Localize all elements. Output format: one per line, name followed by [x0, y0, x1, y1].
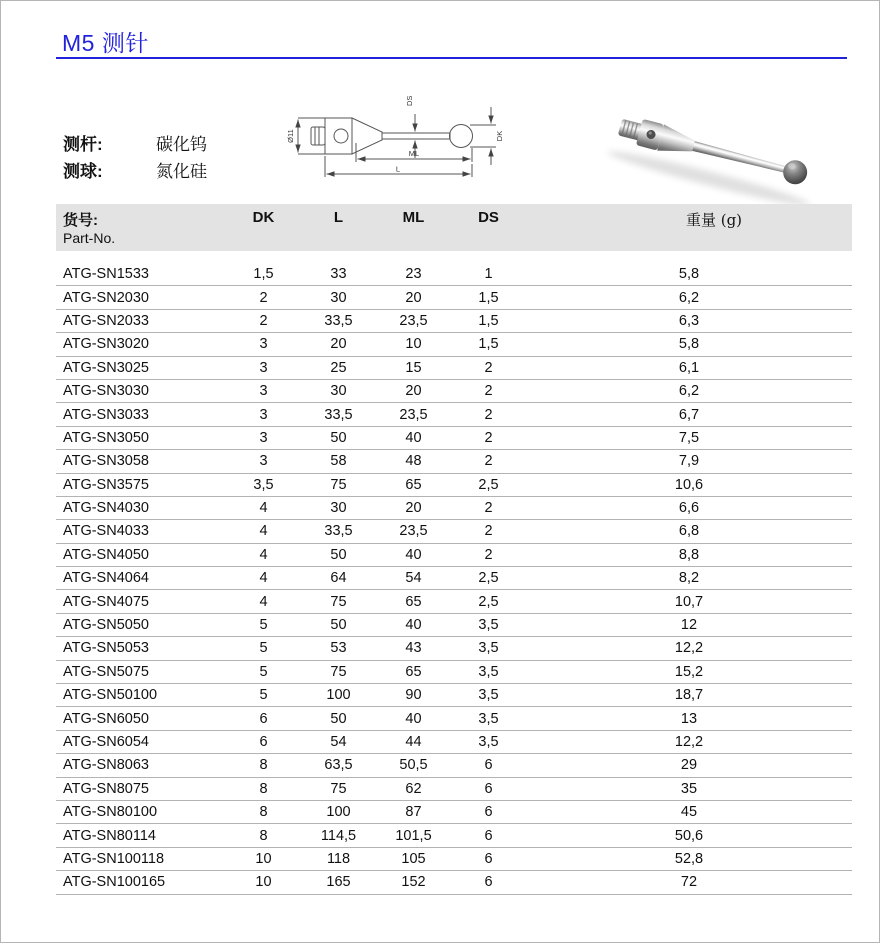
table-row	[56, 497, 852, 520]
cell-ml: 50,5	[399, 757, 428, 774]
cell-l: 114,5	[320, 827, 357, 844]
cell-weight_g: 10,7	[674, 593, 704, 610]
cell-ds: 2	[484, 546, 493, 563]
cell-ds: 3,5	[478, 710, 499, 727]
table-row	[56, 614, 852, 637]
cell-ds: 2	[484, 500, 493, 517]
cell-dk: 3	[259, 359, 268, 376]
cell-weight_g: 35	[680, 780, 698, 797]
cell-ml: 48	[405, 453, 422, 470]
cell-part_no: ATG-SN100118	[63, 850, 165, 867]
cell-part_no: ATG-SN8075	[63, 780, 149, 797]
cell-part_no: ATG-SN4064	[63, 570, 149, 587]
cell-ds: 2	[484, 359, 493, 376]
cell-ds: 2	[484, 429, 493, 446]
cell-ds: 2	[484, 383, 493, 400]
cell-ml: 101,5	[395, 827, 432, 844]
table-row	[56, 263, 852, 286]
cell-l: 75	[330, 476, 347, 493]
shaft-material-label: 测杆:	[63, 135, 103, 154]
cell-dk: 3	[259, 383, 268, 400]
cell-dk: 10	[255, 874, 272, 891]
cell-dk: 4	[259, 593, 268, 610]
cell-l: 50	[330, 429, 347, 446]
table-row	[56, 567, 852, 590]
cell-dk: 2	[259, 312, 268, 329]
cell-l: 54	[330, 734, 347, 750]
cell-ds: 6	[484, 757, 493, 774]
cell-weight_g: 6,1	[678, 359, 700, 376]
cell-ds: 6	[484, 874, 493, 891]
cell-dk: 4	[259, 523, 268, 540]
cell-part_no: ATG-SN80114	[63, 827, 156, 844]
cell-part_no: ATG-SN5075	[63, 663, 149, 680]
cell-ds: 2,5	[478, 476, 499, 493]
dim-label-l: L	[395, 164, 401, 174]
cell-part_no: ATG-SN8063	[63, 757, 149, 774]
col-header-weight: 重量 (g)	[685, 211, 743, 229]
cell-ml: 40	[405, 617, 422, 634]
dim-label-ds: DS	[405, 96, 414, 106]
cell-ml: 87	[405, 804, 422, 821]
cell-weight_g: 18,7	[674, 687, 704, 704]
cell-l: 100	[326, 804, 351, 821]
table-row	[56, 380, 852, 403]
table-header-row	[56, 209, 852, 230]
cell-ml: 40	[405, 546, 422, 563]
cell-dk: 10	[255, 850, 272, 867]
cell-ds: 3,5	[478, 734, 499, 750]
cell-part_no: ATG-SN4075	[63, 593, 149, 610]
cell-ds: 2	[484, 523, 493, 540]
cell-ml: 44	[405, 734, 422, 750]
cell-l: 75	[330, 780, 347, 797]
cell-ds: 2,5	[478, 593, 499, 610]
cell-ds: 1,5	[478, 289, 499, 306]
cell-ds: 6	[484, 827, 493, 844]
cell-ds: 3,5	[478, 617, 499, 634]
cell-weight_g: 12,2	[674, 734, 704, 750]
table-row	[56, 474, 852, 497]
cell-weight_g: 5,8	[678, 266, 700, 283]
cell-dk: 2	[259, 289, 268, 306]
cell-ds: 1,5	[478, 312, 499, 329]
cell-l: 100	[326, 687, 351, 704]
material-row-ball	[63, 158, 207, 185]
table-header	[56, 204, 852, 251]
cell-dk: 4	[259, 546, 268, 563]
cell-l: 53	[330, 640, 347, 657]
col-header-l: L	[333, 209, 344, 226]
cell-ml: 40	[405, 429, 422, 446]
cell-part_no: ATG-SN3575	[63, 476, 149, 493]
materials-block	[63, 131, 207, 185]
cell-ml: 23,5	[399, 523, 428, 540]
table-row	[56, 403, 852, 426]
cell-part_no: ATG-SN3058	[63, 453, 149, 470]
cell-weight_g: 52,8	[674, 850, 704, 867]
col-header-part-no-en: Part-No.	[63, 230, 116, 246]
cell-ml: 65	[405, 593, 422, 610]
title-divider	[56, 57, 847, 59]
cell-ml: 43	[405, 640, 422, 657]
stylus-dimension-drawing	[284, 96, 524, 196]
cell-dk: 4	[259, 500, 268, 517]
cell-part_no: ATG-SN4030	[63, 500, 149, 517]
table-row	[56, 731, 852, 754]
cell-ds: 3,5	[478, 640, 499, 657]
cell-l: 30	[330, 383, 347, 400]
cell-part_no: ATG-SN5050	[63, 617, 149, 634]
cell-ml: 15	[405, 359, 422, 376]
dim-label-dk: DK	[495, 130, 504, 142]
table-row	[56, 661, 852, 684]
cell-dk: 8	[259, 757, 268, 774]
cell-part_no: ATG-SN6050	[63, 710, 149, 727]
cell-dk: 3	[259, 406, 268, 423]
dim-label-base-dia: Ø11	[286, 129, 295, 143]
cell-dk: 3	[259, 453, 268, 470]
cell-l: 50	[330, 617, 347, 634]
table-row	[56, 286, 852, 309]
cell-part_no: ATG-SN3030	[63, 383, 149, 400]
cell-ml: 20	[405, 289, 422, 306]
col-header-ml: ML	[402, 209, 425, 226]
cell-part_no: ATG-SN2033	[63, 312, 149, 329]
cell-part_no: ATG-SN80100	[63, 804, 158, 821]
cell-weight_g: 5,8	[678, 336, 700, 353]
material-row-shaft	[63, 131, 207, 158]
cell-weight_g: 50,6	[674, 827, 704, 844]
table-row	[56, 684, 852, 707]
table-row	[56, 590, 852, 613]
cell-dk: 6	[259, 710, 268, 727]
cell-part_no: ATG-SN3020	[63, 336, 149, 353]
cell-ds: 1,5	[478, 336, 499, 353]
cell-l: 33,5	[324, 406, 353, 423]
cell-ds: 6	[484, 804, 493, 821]
cell-ds: 2	[484, 406, 493, 423]
cell-weight_g: 29	[680, 757, 698, 774]
cell-l: 50	[330, 546, 347, 563]
cell-l: 33	[330, 266, 347, 283]
cell-l: 63,5	[324, 757, 353, 774]
cell-l: 25	[330, 359, 347, 376]
cell-ds: 2	[484, 453, 493, 470]
cell-ml: 23,5	[399, 406, 428, 423]
stylus-product-photo	[594, 91, 862, 209]
cell-l: 58	[330, 453, 347, 470]
cell-weight_g: 13	[680, 710, 698, 727]
cell-l: 50	[330, 710, 347, 727]
cell-part_no: ATG-SN4050	[63, 546, 149, 563]
cell-l: 118	[326, 850, 351, 867]
table-row	[56, 310, 852, 333]
cell-l: 30	[330, 500, 347, 517]
cell-ds: 6	[484, 850, 493, 867]
cell-dk: 4	[259, 570, 268, 587]
cell-weight_g: 72	[680, 874, 698, 891]
cell-part_no: ATG-SN4033	[63, 523, 149, 540]
dim-label-ml: ML	[408, 149, 420, 158]
cell-weight_g: 6,8	[678, 523, 700, 540]
table-row	[56, 427, 852, 450]
table-row	[56, 357, 852, 380]
table-row	[56, 520, 852, 543]
cell-ds: 6	[484, 780, 493, 797]
cell-weight_g: 6,6	[678, 500, 700, 517]
table-row	[56, 871, 852, 894]
cell-dk: 5	[259, 617, 268, 634]
cell-l: 165	[326, 874, 351, 891]
table-row	[56, 450, 852, 473]
cell-ml: 90	[405, 687, 422, 704]
cell-part_no: ATG-SN50100	[63, 687, 158, 704]
cell-ml: 152	[401, 874, 426, 891]
cell-l: 64	[330, 570, 347, 587]
cell-dk: 3	[259, 336, 268, 353]
cell-ds: 3,5	[478, 663, 499, 680]
cell-dk: 8	[259, 827, 268, 844]
cell-ml: 105	[401, 850, 426, 867]
col-header-part-no-cn: 货号:	[63, 212, 98, 229]
table-row	[56, 637, 852, 660]
cell-ml: 40	[405, 710, 422, 727]
cell-weight_g: 8,8	[678, 546, 700, 563]
table-row	[56, 707, 852, 730]
cell-ds: 3,5	[478, 687, 499, 704]
cell-weight_g: 6,7	[678, 406, 700, 423]
cell-weight_g: 15,2	[674, 663, 704, 680]
cell-weight_g: 6,2	[678, 289, 700, 306]
cell-l: 75	[330, 663, 347, 680]
cell-ds: 1	[484, 266, 493, 283]
cell-ml: 20	[405, 500, 422, 517]
cell-dk: 8	[259, 804, 268, 821]
cell-weight_g: 8,2	[678, 570, 700, 587]
cell-weight_g: 10,6	[674, 476, 704, 493]
cell-ml: 23,5	[399, 312, 428, 329]
page-title: M5 测针	[62, 30, 149, 56]
cell-weight_g: 12,2	[674, 640, 704, 657]
cell-weight_g: 7,9	[678, 453, 700, 470]
cell-weight_g: 6,3	[678, 312, 700, 329]
cell-ds: 2,5	[478, 570, 499, 587]
ball-material-value: 氮化硅	[156, 162, 207, 181]
cell-ml: 65	[405, 476, 422, 493]
cell-l: 30	[330, 289, 347, 306]
table-row	[56, 333, 852, 356]
cell-ml: 54	[405, 570, 422, 587]
cell-part_no: ATG-SN2030	[63, 289, 149, 306]
cell-dk: 6	[259, 734, 268, 750]
cell-dk: 5	[259, 640, 268, 657]
cell-part_no: ATG-SN3025	[63, 359, 149, 376]
cell-l: 33,5	[324, 312, 353, 329]
table-row	[56, 754, 852, 777]
table-row	[56, 544, 852, 567]
cell-weight_g: 45	[680, 804, 698, 821]
cell-part_no: ATG-SN5053	[63, 640, 149, 657]
cell-l: 33,5	[324, 523, 353, 540]
cell-ml: 23	[405, 266, 422, 283]
cell-dk: 1,5	[253, 266, 274, 283]
cell-part_no: ATG-SN100165	[63, 874, 166, 891]
cell-part_no: ATG-SN1533	[63, 266, 149, 283]
cell-dk: 5	[259, 663, 268, 680]
parts-table	[56, 263, 852, 895]
cell-dk: 5	[259, 687, 268, 704]
table-row	[56, 824, 852, 847]
cell-weight_g: 7,5	[678, 429, 700, 446]
cell-dk: 8	[259, 780, 268, 797]
cell-ml: 20	[405, 383, 422, 400]
cell-ml: 65	[405, 663, 422, 680]
cell-l: 20	[330, 336, 347, 353]
ball-material-label: 测球:	[63, 162, 103, 181]
table-row	[56, 778, 852, 801]
cell-l: 75	[330, 593, 347, 610]
cell-part_no: ATG-SN3050	[63, 429, 149, 446]
cell-dk: 3	[259, 429, 268, 446]
cell-weight_g: 12	[680, 617, 698, 634]
table-row	[56, 848, 852, 871]
col-header-ds: DS	[478, 209, 499, 226]
col-header-dk: DK	[252, 209, 275, 226]
cell-part_no: ATG-SN3033	[63, 406, 149, 423]
cell-dk: 3,5	[253, 476, 274, 493]
cell-ml: 10	[405, 336, 422, 353]
cell-part_no: ATG-SN6054	[63, 734, 149, 750]
cell-ml: 62	[405, 780, 422, 797]
shaft-material-value: 碳化钨	[156, 135, 207, 154]
table-row	[56, 801, 852, 824]
cell-weight_g: 6,2	[678, 383, 700, 400]
